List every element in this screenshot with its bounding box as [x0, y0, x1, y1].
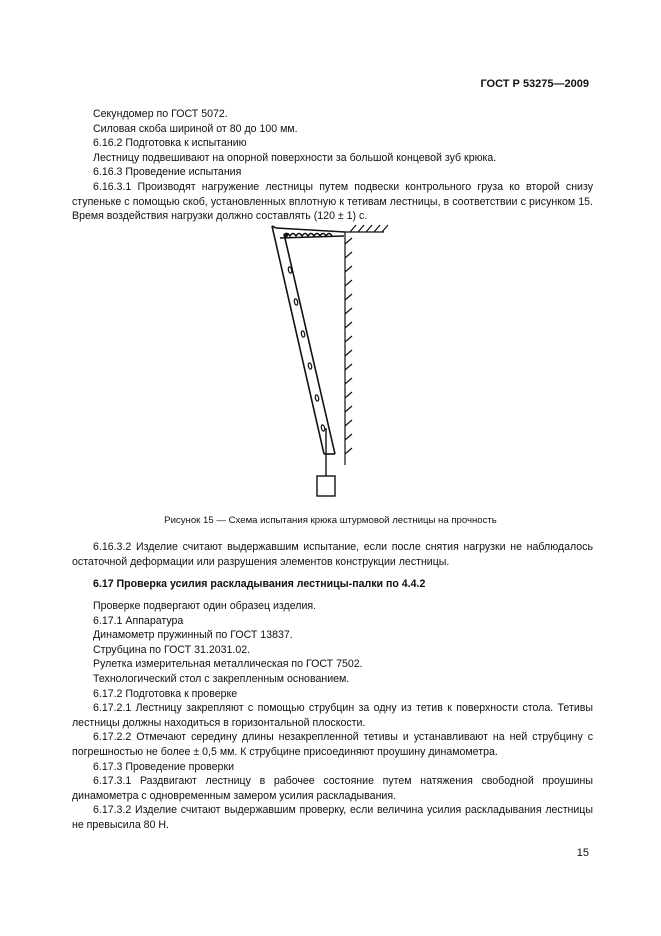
- ladder-rungs: [288, 267, 326, 432]
- support-surface: [345, 225, 388, 465]
- ladder-stringers: [272, 226, 335, 454]
- paragraph: Лестницу подвешивают на опорной поверхности за большой концевой зуб крюка.: [93, 151, 497, 164]
- paragraph: 6.17.2 Подготовка к проверке: [93, 687, 238, 700]
- ladder-hook-test-figure: [262, 222, 402, 502]
- page-number: 15: [576, 847, 589, 859]
- paragraph: Силовая скоба шириной от 80 до 100 мм.: [93, 122, 298, 135]
- paragraph: 6.17.3.2 Изделие считают выдержавшим проверку, если величина усилия раскладывания лестницы не превысила 80 Н.: [72, 804, 593, 831]
- paragraph: 6.17.3.1 Раздвигают лестницу в рабочее состояние путем натяжения свободной проушины динамометра с одновременным замером усилия раскладывания.: [72, 775, 593, 802]
- paragraph: Рулетка измерительная металлическая по ГОСТ 7502.: [93, 658, 363, 671]
- hook: [272, 226, 345, 238]
- paragraph: 6.16.3.1 Производят нагружение лестницы путем подвески контрольного груза ко второй снизу ступеньке с помощью скоб, установленных вплотную к тетивам лестницы, в соответствии с рисунком 15. Время воздействия нагрузки должно составлять (120 ± 1) с.: [72, 180, 593, 223]
- document-header: ГОСТ Р 53275—2009: [480, 78, 589, 90]
- paragraph: Секундомер по ГОСТ 5072.: [93, 108, 228, 120]
- paragraph: 6.16.3 Проведение испытания: [93, 166, 242, 179]
- paragraph: 6.17.2.2 Отмечают середину длины незакрепленной тетивы и устанавливают на ней струбцину с погрешностью не более ± 0,5 мм. К струбцине присоединяют проушину динамометра.: [72, 731, 593, 758]
- section-heading-block: [72, 577, 593, 592]
- paragraph: Технологический стол с закрепленным основанием.: [93, 672, 350, 685]
- paragraph: Динамометр пружинный по ГОСТ 13837.: [93, 629, 293, 642]
- paragraph: 6.16.2 Подготовка к испытанию: [93, 137, 247, 150]
- figure-caption: Рисунок 15 — Схема испытания крюка штурмовой лестницы на прочность: [164, 515, 497, 526]
- paragraph: Проверке подвергают один образец изделия.: [93, 600, 317, 612]
- paragraph: 6.17.3 Проведение проверки: [93, 760, 235, 773]
- paragraph: 6.16.3.2 Изделие считают выдержавшим испытание, если после снятия нагрузки не наблюдалось остаточной деформации или разрушения элементов конструкции лестницы.: [72, 541, 593, 568]
- text-block-bottom: [72, 599, 593, 833]
- paragraph: Струбцина по ГОСТ 31.2031.02.: [93, 643, 251, 656]
- text-block-middle: [72, 540, 593, 569]
- text-block-top: [72, 107, 593, 224]
- section-heading: 6.17 Проверка усилия раскладывания лестницы-палки по 4.4.2: [93, 578, 426, 590]
- paragraph: 6.17.1 Аппаратура: [93, 614, 184, 627]
- paragraph: 6.17.2.1 Лестницу закрепляют с помощью струбцин за одну из тетив к поверхности стола. Тетивы лестницы должны находиться в горизонтальной плоскости.: [72, 702, 593, 729]
